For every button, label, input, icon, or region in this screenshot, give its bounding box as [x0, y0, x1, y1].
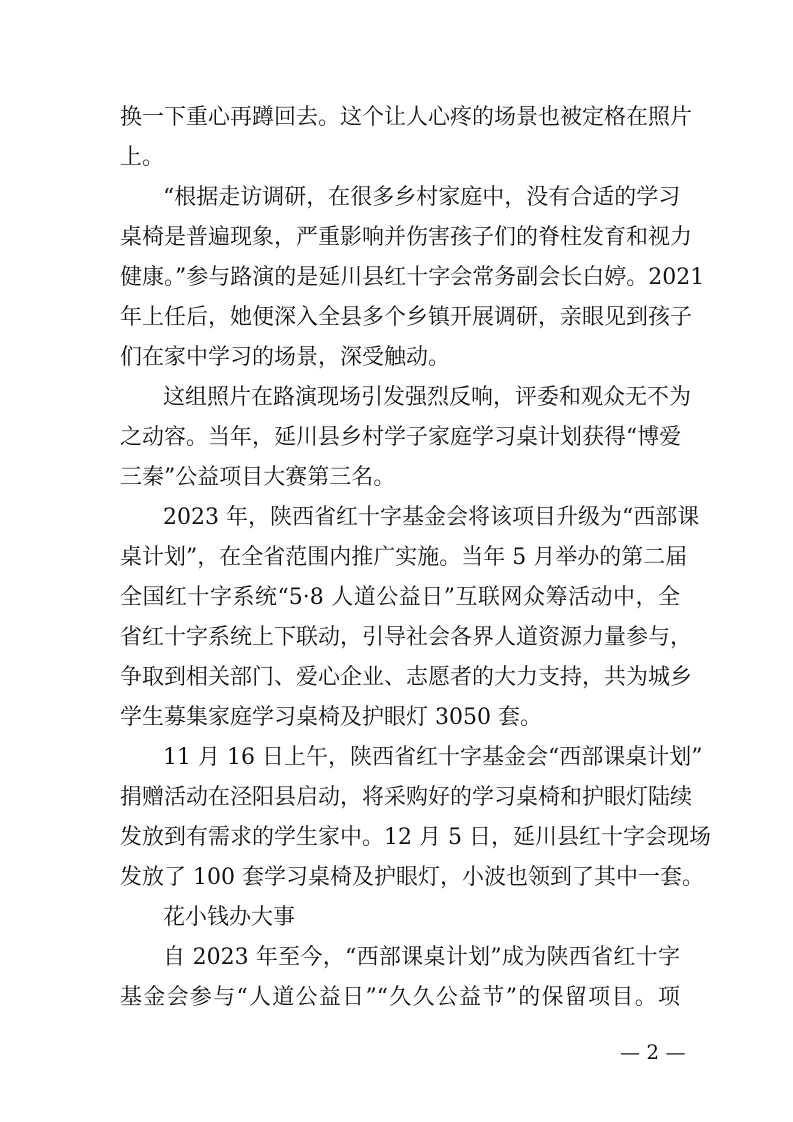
- text-line: 这组照片在路演现场引发强烈反响，评委和观众无不为: [163, 385, 692, 410]
- text-line: 全国红十字系统“5·8 人道公益日”互联网众筹活动中，全: [120, 585, 680, 610]
- text-line: 三秦”公益项目大赛第三名。: [120, 465, 396, 490]
- text-line: 年上任后，她便深入全县多个乡镇开展调研，亲眼见到孩子: [120, 305, 693, 330]
- page-number: — 2 —: [620, 1040, 686, 1064]
- text-line: 健康。”参与路演的是延川县红十字会常务副会长白婷。2021: [120, 265, 705, 290]
- text-line: 争取到相关部门、爱心企业、志愿者的大力支持，共为城乡: [120, 665, 693, 690]
- text-line: “根据走访调研，在很多乡村家庭中，没有合适的学习: [163, 185, 681, 210]
- text-line: 省红十字系统上下联动，引导社会各界人道资源力量参与，: [120, 625, 693, 650]
- text-line: 基金会参与“人道公益日”“久久公益节”的保留项目。项: [120, 985, 680, 1010]
- text-line: 捐赠活动在泾阳县启动，将采购好的学习桌椅和护眼灯陆续: [120, 785, 693, 810]
- text-line: 换一下重心再蹲回去。这个让人心疼的场景也被定格在照片: [120, 105, 693, 130]
- text-line: 之动容。当年，延川县乡村学子家庭学习桌计划获得“博爱: [120, 425, 682, 450]
- text-line: 学生募集家庭学习桌椅及护眼灯 3050 套。: [120, 705, 542, 730]
- text-line: 发放了 100 套学习桌椅及护眼灯，小波也领到了其中一套。: [120, 865, 704, 890]
- text-line: 们在家中学习的场景，深受触动。: [120, 345, 451, 370]
- text-line: 2023 年，陕西省红十字基金会将该项目升级为“西部课: [163, 505, 700, 530]
- section-heading: 花小钱办大事: [163, 905, 296, 930]
- text-line: 桌计划”，在全省范围内推广实施。当年 5 月举办的第二届: [120, 545, 688, 570]
- text-line: 自 2023 年至今，“西部课桌计划”成为陕西省红十字: [163, 945, 680, 970]
- text-line: 桌椅是普遍现象，严重影响并伤害孩子们的脊柱发育和视力: [120, 225, 693, 250]
- text-line: 发放到有需求的学生家中。12 月 5 日，延川县红十字会现场: [120, 825, 711, 850]
- text-line: 11 月 16 日上午，陕西省红十字基金会“西部课桌计划”: [163, 745, 703, 770]
- text-line: 上。: [120, 145, 165, 170]
